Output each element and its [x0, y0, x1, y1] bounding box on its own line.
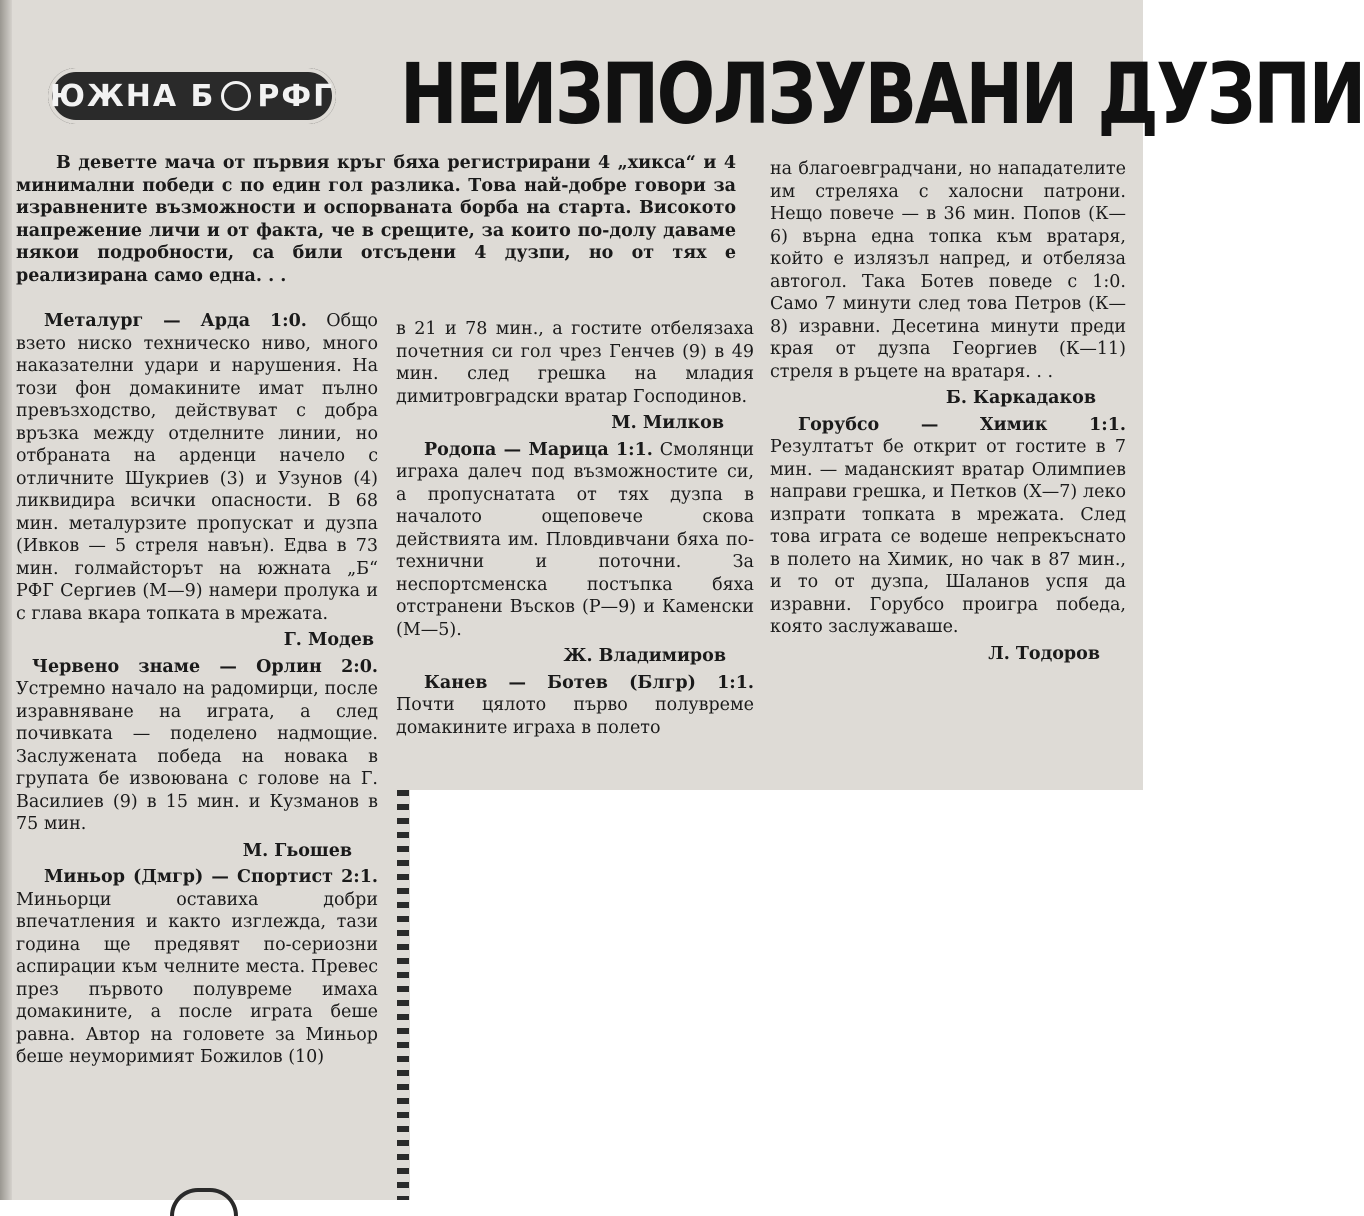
column-3 [770, 158, 1126, 669]
article-kanev-continued: на благоевградчани, но нападателите им стреляха с халосни патрони. Нещо повече — в 36 мин. Попов (К—6) върна една топка към вратаря, който е излязъл напред, и отбеляза автогол. Така Ботев поведе с 1:0. Само 7 минути след това Петров (К—8) изравни. Десетина минути преди края от дузпа Георгиев (К—11) стреля в ръцете на вратаря. . . [770, 159, 1126, 382]
article-title: Горубсо — Химик 1:1. [798, 414, 1126, 435]
intro-paragraph: В деветте мача от първия кръг бяха регистрирани 4 „хиксa“ и 4 минимални победи с по един гол разлика. Това най-добре говори за изравнените възможности и оспорваната борба на старта. Високото напрежение личи и от факта, че в срещите, за които по-долу даваме някои подробности, са били отсъдени 4 дузпи, но от тях е реализирана само една. . . [16, 153, 736, 286]
badge-text-left: ЮЖНА Б [49, 78, 216, 114]
badge-text-right: РФГ [257, 78, 335, 114]
article-minior [16, 866, 378, 1069]
article-text: Миньорци оставиха добри впечатления и както изглежда, тази година ще предявят по-сериозни аспирации към челните места. Превес през първото полувреме имаха домакините, а после играта беше равна. Автор на головете за Миньор беше неуморимият Божилов (10) [16, 889, 378, 1067]
article-text: Смолянци играха далеч под възможностите си, а пропуснатата от тях дузпа в началото ощеповече скова действията им. Пловдивчани бяха по-технични и поточни. За неспортсменска постъпка бяха отстранени Въсков (Р—9) и Каменски (М—5). [396, 439, 754, 640]
article-text: Почти цялото първо полувреме домакините играха в полето [396, 695, 754, 738]
article-text: Резултатът бе открит от гостите в 7 мин. — маданският вратар Олимпиев направи грешка, и Петков (Х—7) леко изпрати топката в мрежата. След това играта се водеше непрекъснато в полето на Химик, но чак в 87 мин., и то от дузпа, Шаланов успя да изравни. Горубсо проигра победа, която заслужаваше. [770, 437, 1126, 637]
headline: НЕИЗПОЛЗУВАНИ ДУЗПИ [400, 45, 1364, 143]
column-2 [396, 318, 754, 739]
article-title: Родопа — Марица 1:1. [424, 439, 653, 460]
article-title: Металург — Арда 1:0. [44, 311, 307, 331]
football-icon [221, 81, 251, 111]
article-title: Миньор (Дмгр) — Спортист 2:1. [44, 867, 378, 887]
ornament-border [397, 790, 409, 1200]
article-rodopa [396, 439, 754, 642]
article-author: М. Милков [611, 413, 724, 433]
article-cherveno [16, 656, 378, 836]
article-author: Г. Модев [283, 630, 374, 650]
article-author: Ж. Владимиров [563, 646, 726, 666]
page-fold-shadow [0, 0, 12, 1200]
article-text: Общо взето ниско техническо ниво, много наказателни удари и нарушения. На този фон домакините имат пълно превъзходство, действуват с добра връзка между отделните линии, но отбраната на арденци начело с отличните Шукриев (3) и Узунов (4) ликвидира всички опасности. В 68 мин. металурзите пропускат и дузпа (Ивков — 5 стреля навън). Едва в 73 мин. голмайсторът на южната „Б“ РФГ Сергиев (М—9) намери пролука и с глава вкара топката в мрежата. [16, 311, 378, 624]
article-author: Л. Тодоров [988, 643, 1100, 664]
article-text: Устремно начало на радомирци, после изравняване на играта, а след почивката — поделено надмощие. Заслужената победа на новака в групата бе извоювана с голове на Г. Василиев (9) в 15 мин. и Кузманов в 75 мин. [16, 679, 378, 834]
article-gorubso [770, 414, 1126, 639]
article-author: М. Гьошев [242, 840, 352, 861]
article-kanev [396, 672, 754, 740]
article-title: Червено знаме — Орлин 2:0. [32, 656, 378, 677]
column-1 [16, 310, 378, 1069]
article-author: Б. Каркадаков [945, 388, 1096, 408]
article-title: Канев — Ботев (Блгр) 1:1. [424, 672, 754, 693]
article-minior-continued: в 21 и 78 мин., а гостите отбелязаха почетния си гол чрез Генчев (9) в 49 мин. след грешка на младия димитровградски вратар Господинов. [396, 319, 754, 407]
intro-block [16, 152, 736, 287]
article-metalurg [16, 310, 378, 625]
section-badge [48, 68, 336, 124]
